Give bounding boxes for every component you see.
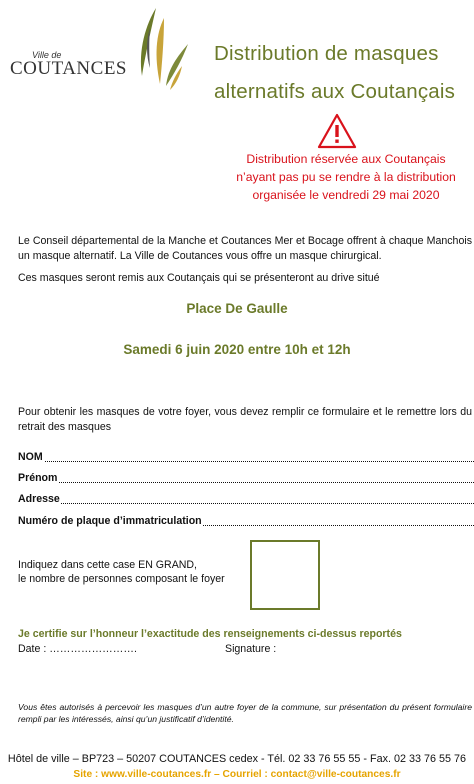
signature-field[interactable]: Signature : <box>225 643 277 655</box>
coutances-logo <box>6 4 196 104</box>
certification-text: Je certifie sur l’honneur l’exactitude des renseignements ci-dessus reportés <box>18 628 402 640</box>
warning-line3: organisée le vendredi 29 mai 2020 <box>252 188 440 202</box>
logo-small-text: Ville de <box>32 50 62 60</box>
adresse-field[interactable] <box>18 493 474 507</box>
plaque-label: Numéro de plaque d’immatriculation <box>18 515 202 527</box>
prenom-field[interactable] <box>18 472 474 486</box>
prenom-label: Prénom <box>18 472 58 484</box>
instructions-paragraph: Pour obtenir les masques de votre foyer, vous devez remplir ce formulaire et le remettre lors du retrait des masques <box>18 406 472 433</box>
nom-field[interactable] <box>18 451 474 465</box>
household-line1: Indiquez dans cette case EN GRAND, <box>18 559 198 571</box>
household-count-box[interactable] <box>250 540 320 610</box>
warning-line1: Distribution réservée aux Coutançais <box>246 152 446 166</box>
drive-paragraph: Ces masques seront remis aux Coutançais qui se présenteront au drive situé <box>18 272 380 284</box>
footer-address: Hôtel de ville – BP723 – 50207 COUTANCES cedex - Tél. 02 33 76 55 55 - Fax. 02 33 76 55 76 <box>7 753 467 765</box>
date-heading: Samedi 6 juin 2020 entre 10h et 12h <box>123 342 351 357</box>
page-title-line1: Distribution de masques <box>214 42 439 65</box>
warning-line2: n’ayant pas pu se rendre à la distribution <box>236 170 456 184</box>
household-line2: le nombre de personnes composant le foyer <box>18 573 225 585</box>
logo-name: COUTANCES <box>10 58 127 79</box>
authorization-note: Vous êtes autorisés à percevoir les masques d’un autre foyer de la commune, sur présentation du présent formulaire rempli par les intéressés, ainsi qu’un justificatif d’identité. <box>18 702 472 724</box>
warning-icon <box>317 113 357 149</box>
plaque-field[interactable] <box>18 515 474 529</box>
page-title-line2: alternatifs aux Coutançais <box>214 80 456 103</box>
location-heading: Place De Gaulle <box>186 301 288 316</box>
household-instructions <box>18 558 225 586</box>
date-field[interactable]: Date : ……………………. <box>18 643 137 655</box>
intro-paragraph: Le Conseil départemental de la Manche et Coutances Mer et Bocage offrent à chaque Manchois un masque alternatif. La Ville de Coutances vous offre un masque chirurgical. <box>18 235 472 262</box>
nom-label: NOM <box>18 451 43 463</box>
adresse-label: Adresse <box>18 493 60 505</box>
footer-contact[interactable]: Site : www.ville-coutances.fr – Courriel : contact@ville-coutances.fr <box>73 769 401 780</box>
